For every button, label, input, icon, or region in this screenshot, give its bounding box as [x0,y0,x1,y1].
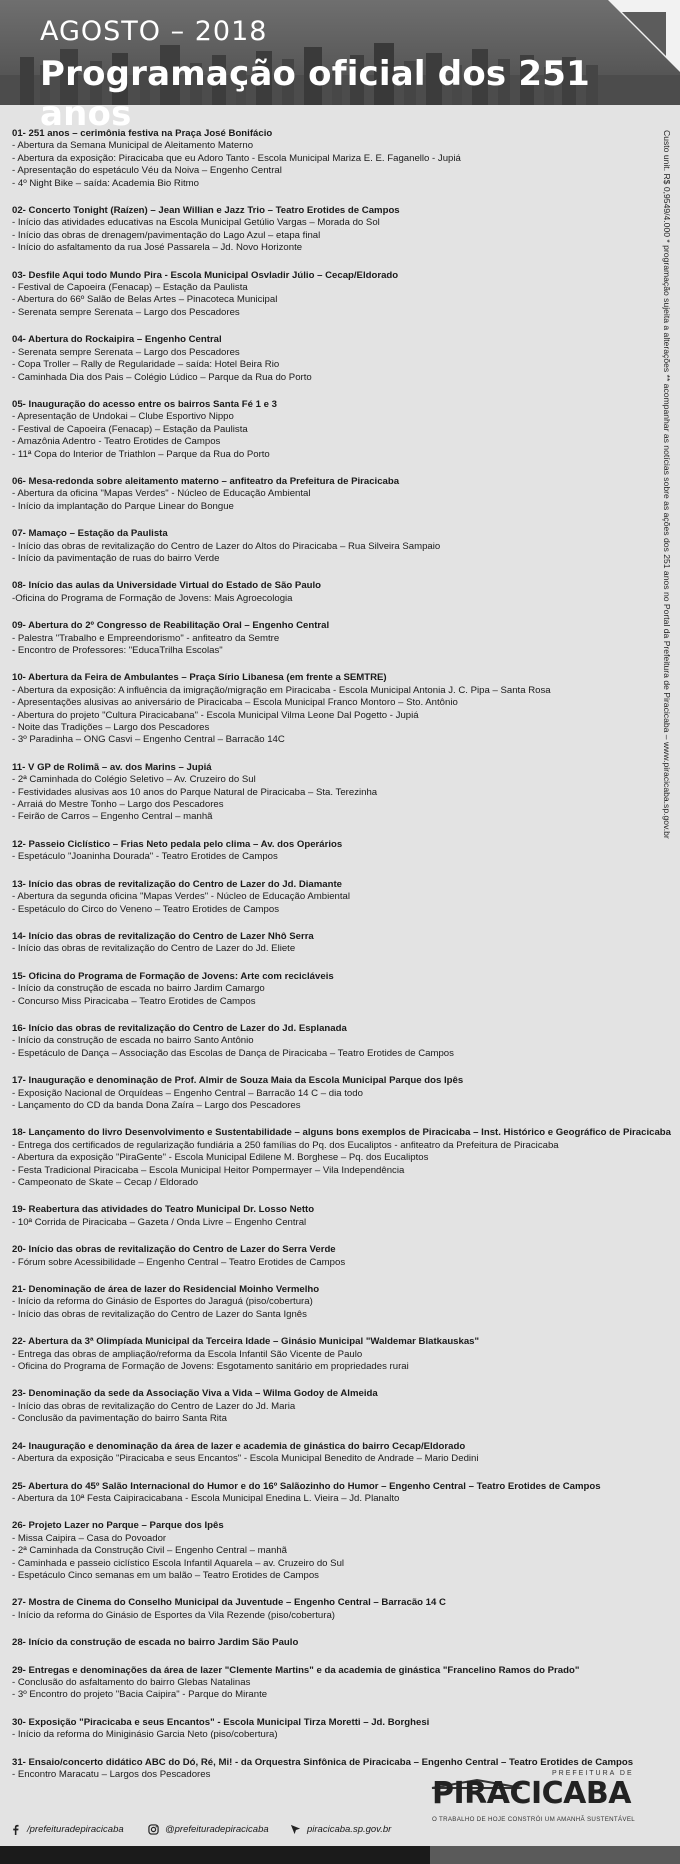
schedule-event: - Concurso Miss Piracicaba – Teatro Erotides de Campos [12,995,256,1007]
schedule-event: - Serenata sempre Serenata – Largo dos Pescadores [12,346,240,358]
schedule-day [12,1665,652,1702]
facebook-icon [10,1824,21,1835]
schedule-event: - Abertura da exposição "Piracicaba e seus Encantos" - Escola Municipal Benedito de Andrade – Mario Dedini [12,1453,479,1465]
footer-website[interactable] [290,1824,391,1835]
schedule-day [12,1481,652,1506]
schedule-event: - 3º Paradinha – ONG Casvi – Engenho Central – Barracão 14C [12,734,285,746]
schedule-day-title: 08- Início das aulas da Universidade Virtual do Estado de São Paulo [12,580,322,592]
schedule-day [12,1244,652,1269]
schedule-event: - Caminhada Dia dos Pais – Colégio Lúdico – Parque da Rua do Porto [12,371,312,383]
schedule-event: - Início da implantação do Parque Linear do Bongue [12,500,234,512]
schedule-event: - Início da pavimentação de ruas do bairro Verde [12,552,220,564]
schedule-event: - Início das obras de drenagem/pavimentação do Lago Azul – etapa final [12,229,321,241]
schedule-event: - 10ª Corrida de Piracicaba – Gazeta / Onda Livre – Engenho Central [12,1216,307,1228]
schedule-event: - Início da construção de escada no bairro Santo Antônio [12,1035,254,1047]
schedule-day-title: 01- 251 anos – cerimônia festiva na Praça José Bonifácio [12,128,273,139]
schedule-event: - Festa Tradicional Piracicaba – Escola Municipal Heitor Pompermayer – Vila Independência [12,1164,405,1176]
schedule-event: - 2ª Caminhada do Colégio Seletivo – Av. Cruzeiro do Sul [12,774,256,786]
schedule-event: - Abertura da exposição "PiraGente" - Escola Municipal Edilene M. Borghese – Pq. dos Eucaliptos [12,1152,429,1164]
schedule-day-title: 23- Denominação da sede da Associação Viva a Vida – Wilma Godoy de Almeida [12,1388,378,1400]
schedule-event: - Início das obras de revitalização do Centro de Lazer do Santa Ignês [12,1308,307,1320]
schedule-day-title: 22- Abertura da 3ª Olimpíada Municipal da Terceira Idade – Ginásio Municipal "Waldemar Blatkauskas" [12,1336,480,1348]
schedule-day [12,1204,652,1229]
page-title: Programação oficial dos 251 anos [40,54,590,134]
cost-note-vertical: Custo unit. R$ 0,9549/4.000 * programação sujeita a alterações ** acompanhar as notícias sobre as ações dos 251 anos no Portal da Prefeitura de Piracicaba – www.piracicaba.sp.gov.br [662,130,672,839]
schedule-day [12,1597,652,1622]
schedule-day [12,839,652,864]
schedule-event: - Noite das Tradições – Largo dos Pescadores [12,722,210,734]
schedule-event: - Serenata sempre Serenata – Largo dos Pescadores [12,306,240,318]
schedule-day-title: 25- Abertura do 45º Salão Internacional do Humor e do 16º Salãozinho do Humor – Engenho Central – Teatro Erotides de Campos [12,1480,601,1492]
schedule-event: - Copa Troller – Rally de Regularidade – saída: Hotel Beira Rio [12,359,280,371]
schedule-day-title: 03- Desfile Aqui todo Mundo Pira - Escola Municipal Osvladir Júlio – Cecap/Eldorado [12,269,399,281]
schedule-event: - Apresentação do espetáculo Véu da Noiva – Engenho Central [12,165,282,177]
schedule-day-title: 31- Ensaio/concerto didático ABC do Dó, Ré, Mi! - da Orquestra Sinfônica de Piracicaba – Engenho Central – Teatro Erotides de Campos [12,1756,634,1768]
schedule-day [12,1717,652,1742]
schedule-event: - Abertura da exposição: Piracicaba que eu Adoro Tanto - Escola Municipal Mariza E. E. Faganello - Jupiá [12,152,461,164]
schedule-day-title: 18- Lançamento do livro Desenvolvimento e Sustentabilidade – alguns bons exemplos de Piracicaba – Inst. Histórico e Geográfico de Piracicaba [12,1127,671,1139]
schedule-day [12,1284,652,1321]
schedule-day [12,1388,652,1425]
schedule-day [12,1023,652,1060]
schedule-day [12,1637,652,1649]
facebook-handle: /prefeituradepiracicaba [27,1824,124,1835]
schedule-day [12,931,652,956]
schedule-day-title: 14- Início das obras de revitalização do Centro de Lazer Nhô Serra [12,930,314,942]
footer [0,1816,680,1846]
schedule-day [12,399,652,461]
schedule-event: - Início das obras de revitalização do Centro de Lazer do Jd. Eliete [12,943,296,955]
schedule-day-title: 07- Mamaço – Estação da Paulista [12,528,168,540]
schedule-day [12,1075,652,1112]
schedule-event: - Conclusão da pavimentação do bairro Santa Rita [12,1413,227,1425]
schedule-day [12,672,652,746]
schedule-event: - Abertura da oficina "Mapas Verdes" - Núcleo de Educação Ambiental [12,488,311,500]
footer-facebook[interactable] [10,1824,124,1835]
schedule-event: - Início da reforma do Ginásio de Esportes do Jaraguá (piso/cobertura) [12,1296,313,1308]
website-link: piracicaba.sp.gov.br [307,1824,392,1835]
schedule-day [12,580,652,605]
schedule-day-title: 04- Abertura do Rockaipira – Engenho Central [12,334,222,346]
schedule-day [12,528,652,565]
schedule-day-title: 26- Projeto Lazer no Parque – Parque dos Ipês [12,1520,224,1532]
schedule-day-title: 10- Abertura da Feira de Ambulantes – Praça Sírio Libanesa (em frente a SEMTRE) [12,672,387,684]
footer-bar-gray [430,1846,680,1864]
schedule-day-title: 12- Passeio Ciclístico – Frias Neto pedala pelo clima – Av. dos Operários [12,838,343,850]
schedule-event: - 2ª Caminhada da Construção Civil – Engenho Central – manhã [12,1545,287,1557]
schedule-day [12,205,652,255]
schedule-day-title: 27- Mostra de Cinema do Conselho Municipal da Juventude – Engenho Central – Barracão 14 C [12,1597,446,1609]
schedule-event: - Arraiá do Mestre Tonho – Largo dos Pescadores [12,799,224,811]
schedule-day-title: 17- Inauguração e denominação de Prof. Almir de Souza Maia da Escola Municipal Parque dos Ipês [12,1075,464,1087]
schedule-event: - Lançamento do CD da banda Dona Zaíra – Largo dos Pescadores [12,1099,301,1111]
schedule-day [12,270,652,320]
schedule-day [12,1127,671,1189]
schedule-day [12,1441,652,1466]
schedule-event: - 3º Encontro do projeto "Bacia Caipira" - Parque do Mirante [12,1689,268,1701]
schedule-event: - Início das obras de revitalização do Centro de Lazer do Altos do Piracicaba – Rua Silveira Sampaio [12,540,441,552]
schedule-day [12,971,652,1008]
schedule-day-title: 30- Exposição "Piracicaba e seus Encantos" - Escola Municipal Tirza Moretti – Jd. Borghesi [12,1716,430,1728]
schedule-day [12,762,652,824]
schedule-event: - Espetáculo de Dança – Associação das Escolas de Dança de Piracicaba – Teatro Erotides de Campos [12,1047,454,1059]
schedule-event: - Missa Caipira – Casa do Povoador [12,1532,167,1544]
schedule-day-title: 09- Abertura do 2º Congresso de Reabilitação Oral – Engenho Central [12,620,330,632]
schedule-day [12,620,652,657]
logo-prefeitura-label: PREFEITURA DE [552,1770,634,1777]
schedule-event: - Festival de Capoeira (Fenacap) – Estação da Paulista [12,282,248,294]
logo-city-name: PIRACICABA [432,1776,631,1811]
schedule-event: - Exposição Nacional de Orquídeas – Engenho Central – Barracão 14 C – dia todo [12,1087,363,1099]
schedule-day-title: 29- Entregas e denominações da área de lazer "Clemente Martins" e da academia de ginástica "Francelino Ramos do Prado" [12,1664,580,1676]
schedule-event: - Festival de Capoeira (Fenacap) – Estação da Paulista [12,423,248,435]
schedule-event: - 11ª Copa do Interior de Triathlon – Parque da Rua do Porto [12,448,270,460]
schedule-event: - Abertura da Semana Municipal de Aleitamento Materno [12,140,254,152]
schedule-event: - Apresentação de Undokai – Clube Esportivo Nippo [12,411,234,423]
schedule-event: - Espetáculo Cinco semanas em um balão – Teatro Erotides de Campos [12,1569,319,1581]
schedule-event: - Amazônia Adentro - Teatro Erotides de Campos [12,436,221,448]
schedule-day [12,476,652,513]
schedule-event: - Encontro Maracatu – Largos dos Pescadores [12,1769,211,1780]
schedule-day-title: 28- Início da construção de escada no bairro Jardim São Paulo [12,1637,299,1649]
schedule-day [12,1336,652,1373]
schedule-event: - 4º Night Bike – saída: Academia Bio Ritmo [12,177,199,189]
schedule-event: - Palestra "Trabalho e Empreendorismo" - anfiteatro da Semtre [12,632,280,644]
month-heading: AGOSTO – 2018 [40,16,268,47]
schedule-day-title: 05- Inauguração do acesso entre os bairros Santa Fé 1 e 3 [12,398,277,410]
schedule-day [12,1520,652,1582]
logo-slogan: O TRABALHO DE HOJE CONSTRÓI UM AMANHÃ SUSTENTÁVEL [432,1816,635,1823]
schedule-day-title: 21- Denominação de área de lazer do Residencial Moinho Vermelho [12,1284,320,1296]
schedule-day-title: 16- Início das obras de revitalização do Centro de Lazer do Jd. Esplanada [12,1022,347,1034]
schedule-day-title: 02- Concerto Tonight (Raízen) – Jean Willian e Jazz Trio – Teatro Erotides de Campos [12,205,400,217]
schedule-day-title: 13- Início das obras de revitalização do Centro de Lazer do Jd. Diamante [12,878,343,890]
schedule-event: - Início das obras de revitalização do Centro de Lazer do Jd. Maria [12,1400,296,1412]
schedule-day-title: 11- V GP de Rolimã – av. dos Marins – Jupiá [12,761,212,773]
schedule-event: - Início da reforma do Ginásio de Esportes da Vila Rezende (piso/cobertura) [12,1609,335,1621]
schedule-event: - Encontro de Professores: "EducaTrilha Escolas" [12,645,223,656]
schedule-event: - Início da reforma do Miniginásio Garcia Neto (piso/cobertura) [12,1729,278,1741]
schedule-event: - Início das atividades educativas na Escola Municipal Getúlio Vargas – Morada do Sol [12,217,380,229]
schedule-day-title: 06- Mesa-redonda sobre aleitamento materno – anfiteatro da Prefeitura de Piracicaba [12,475,400,487]
schedule-event: - Entrega dos certificados de regularização fundiária a 250 famílias do Pq. dos Eucaliptos - anfiteatro da Prefeitura de Piracicaba [12,1139,559,1151]
schedule-event: - Abertura do 66º Salão de Belas Artes – Pinacoteca Municipal [12,294,278,306]
schedule-event: - Espetáculo "Joaninha Dourada" - Teatro Erotides de Campos [12,851,278,863]
footer-instagram[interactable] [148,1824,269,1835]
schedule-event: - Abertura da 10ª Festa Caipiracicabana - Escola Municipal Enedina L. Vieira – Jd. Planalto [12,1492,400,1504]
instagram-handle: @prefeituradepiracicaba [165,1824,269,1835]
schedule-event: - Espetáculo do Circo do Veneno – Teatro Erotides de Campos [12,903,280,915]
schedule-event: - Abertura da exposição: A influência da imigração/migração em Piracicaba - Escola Municipal Antonia J. C. Pipa – Santa Rosa [12,684,551,696]
schedule-event: - Abertura do projeto "Cultura Piracicabana" - Escola Municipal Vilma Leone Dal Pogetto - Jupiá [12,709,419,721]
schedule-event: - Início da construção de escada no bairro Jardim Camargo [12,983,265,995]
footer-bar-dark [0,1846,430,1864]
cursor-icon [290,1824,301,1835]
schedule-day-title: 24- Inauguração e denominação da área de lazer e academia de ginástica do bairro Cecap/Eldorado [12,1440,466,1452]
schedule-event: - Entrega das obras de ampliação/reforma da Escola Infantil São Vicente de Paulo [12,1348,363,1360]
schedule-day-title: 15- Oficina do Programa de Formação de Jovens: Arte com recicláveis [12,970,334,982]
schedule-event: -Oficina do Programa de Formação de Jovens: Mais Agroecologia [12,592,293,604]
schedule-event: - Campeonato de Skate – Cecap / Eldorado [12,1177,199,1188]
schedule-day-title: 20- Início das obras de revitalização do Centro de Lazer do Serra Verde [12,1244,336,1256]
schedule-day [12,128,652,190]
instagram-icon [148,1824,159,1835]
schedule-event: - Abertura da segunda oficina "Mapas Verdes" - Núcleo de Educação Ambiental [12,891,351,903]
schedule-event: - Caminhada e passeio ciclístico Escola Infantil Aquarela – av. Cruzeiro do Sul [12,1557,345,1569]
schedule-event: - Festividades alusivas aos 10 anos do Parque Natural de Piracicaba – Sta. Terezinha [12,786,378,798]
schedule-day [12,334,652,384]
schedule-day-title: 19- Reabertura das atividades do Teatro Municipal Dr. Losso Netto [12,1204,315,1216]
schedule-event: - Fórum sobre Acessibilidade – Engenho Central – Teatro Erotides de Campos [12,1256,346,1268]
schedule-event: - Oficina do Programa de Formação de Jovens: Esgotamento sanitário em propriedades rurai [12,1361,409,1373]
schedule-event: - Início do asfaltamento da rua José Passarela – Jd. Novo Horizonte [12,242,303,254]
schedule-event: - Apresentações alusivas ao aniversário de Piracicaba – Escola Municipal Franco Montoro – Sto. Antônio [12,697,458,709]
schedule-event: - Conclusão do asfaltamento do bairro Glebas Natalinas [12,1676,251,1688]
schedule-day [12,879,652,916]
schedule-event: - Feirão de Carros – Engenho Central – manhã [12,811,213,823]
corner-triangle-inner [622,12,666,56]
